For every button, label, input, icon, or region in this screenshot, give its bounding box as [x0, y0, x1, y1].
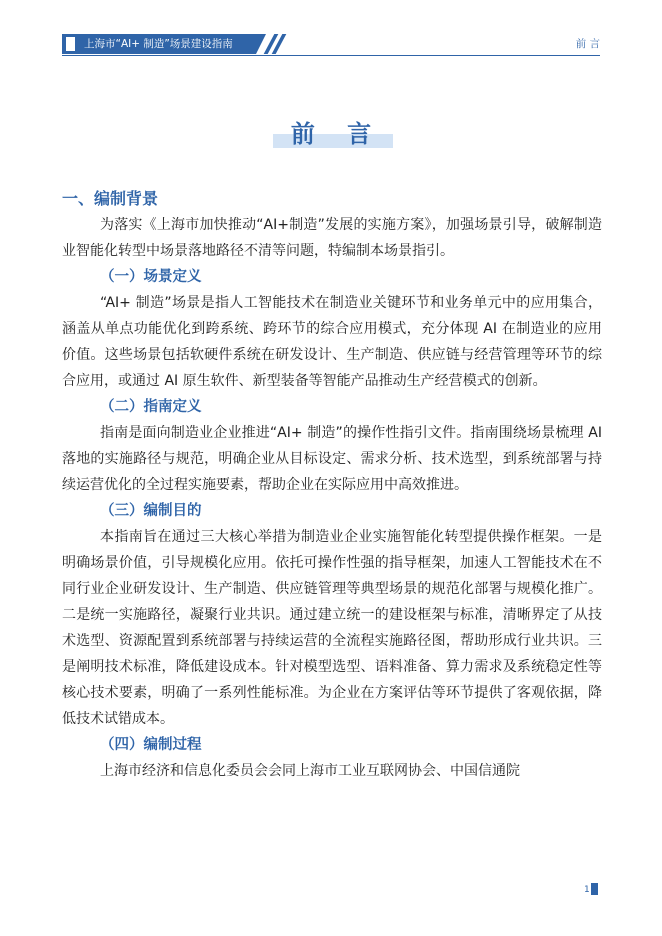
header-rule [62, 55, 600, 56]
header-square-mark [66, 37, 75, 51]
subsection-heading: （四）编制过程 [100, 737, 202, 753]
header-band [62, 34, 256, 54]
page-title [279, 118, 383, 150]
subsection-heading: （三）编制目的 [100, 503, 202, 519]
page-header [62, 34, 600, 54]
subsection-heading: （一）场景定义 [100, 269, 202, 285]
title-wrap [0, 118, 662, 150]
page-title-text: 前 言 [290, 120, 384, 148]
paragraph: 本指南旨在通过三大核心举措为制造业企业实施智能化转型提供操作框架。一是明确场景价值，引导规模化应用。依托可操作性强的指导框架，加速人工智能技术在不同行业企业研发设计、生产制造、供应链管理等典型场景的规范化部署与规模化推广。二是统一实施路径，凝聚行业共识。通过建立统一的建设框架与标准，清晰界定了从技术选型、资源配置到系统部署与持续运营的全流程实施路径图，帮助形成行业共识。三是阐明技术标准，降低建设成本。针对模型选型、语料准备、算力需求及系统稳定性等核心技术要素，明确了一系列性能标准。为企业在方案评估等环节提供了客观依据，降低技术试错成本。 [62, 529, 602, 727]
paragraph: 为落实《上海市加快推动“AI+制造”发展的实施方案》，加强场景引导，破解制造业智能化转型中场景落地路径不清等问题，特编制本场景指引。 [62, 217, 602, 259]
header-doc-title: 上海市“AI+ 制造”场景建设指南 [84, 38, 233, 50]
subsection-heading: （二）指南定义 [100, 399, 202, 415]
header-section-label: 前 言 [575, 38, 600, 50]
paragraph: 指南是面向制造业企业推进“AI+ 制造”的操作性指引文件。指南围绕场景梳理 AI 落地的实施路径与规范，明确企业从目标设定、需求分析、技术选型，到系统部署与持续运营优化的全过程实施要素，帮助企业在实际应用中高效推进。 [62, 425, 602, 493]
section-heading: 一、编制背景 [62, 189, 159, 208]
page-number: 1 [584, 885, 590, 895]
paragraph: “AI+ 制造”场景是指人工智能技术在制造业关键环节和业务单元中的应用集合，涵盖从单点功能优化到跨系统、跨环节的综合应用模式，充分体现 AI 在制造业的应用价值。这些场景包括软硬件系统在研发设计、生产制造、供应链与经营管理等环节的综合应用，或通过 AI 原生软件、新型装备等智能产品推动生产经营模式的创新。 [62, 295, 602, 389]
document-body [62, 186, 602, 784]
page-number-bar [591, 883, 598, 895]
paragraph: 上海市经济和信息化委员会会同上海市工业互联网协会、中国信通院 [100, 763, 520, 779]
